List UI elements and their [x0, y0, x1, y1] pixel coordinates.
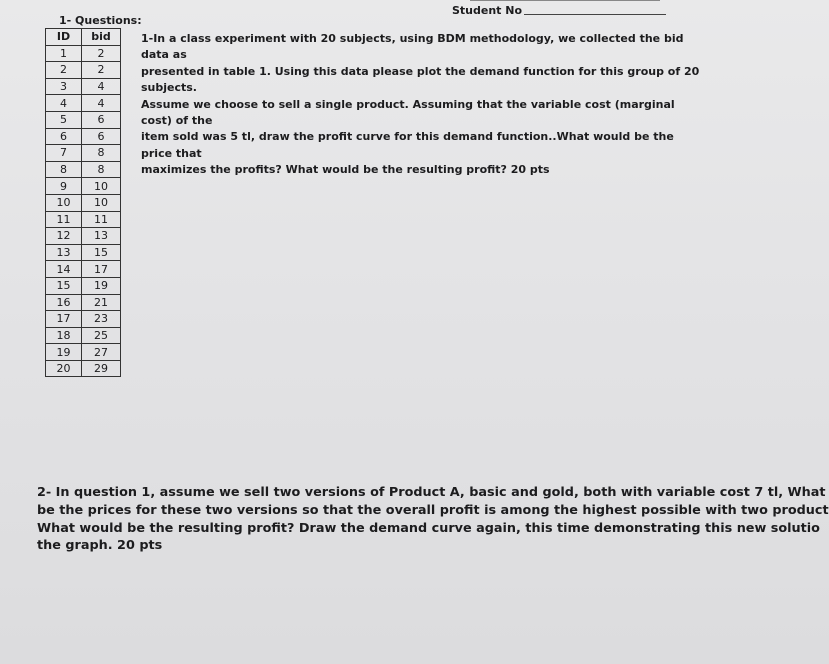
bid-value-cell: 13: [82, 228, 121, 245]
column-header-id: ID: [46, 29, 82, 46]
bid-value-cell: 23: [82, 311, 121, 328]
bid-table-row: [46, 95, 121, 112]
bid-value-cell: 15: [82, 244, 121, 261]
subject-id-cell: 3: [46, 78, 82, 95]
bid-value-cell: 6: [82, 111, 121, 128]
question-2-line: 2- In question 1, assume we sell two versions of Product A, basic and gold, both with variable cost 7 tl, What: [37, 485, 826, 500]
subject-id-cell: 12: [46, 228, 82, 245]
subject-id-cell: 9: [46, 178, 82, 195]
student-number-blank: [524, 14, 666, 15]
bid-value-cell: 4: [82, 78, 121, 95]
bid-table-row: [46, 194, 121, 211]
subject-id-cell: 13: [46, 244, 82, 261]
question-1-line: presented in table 1. Using this data please plot the demand function for this group of 20 subjects.: [141, 64, 700, 95]
subject-id-cell: 10: [46, 194, 82, 211]
question-2-text: [37, 484, 829, 555]
subject-id-cell: 7: [46, 145, 82, 162]
subject-id-cell: 5: [46, 111, 82, 128]
questions-heading: 1- Questions:: [59, 14, 142, 27]
question-2-line: the graph. 20 pts: [37, 538, 163, 554]
subject-id-cell: 2: [46, 62, 82, 79]
bid-table-row: [46, 360, 121, 377]
subject-id-cell: 20: [46, 360, 82, 377]
subject-id-cell: 11: [46, 211, 82, 228]
question-1-line: 1-In a class experiment with 20 subjects, using BDM methodology, we collected the bid data as: [141, 32, 684, 62]
bid-value-cell: 27: [82, 344, 121, 361]
bid-table-body: [46, 45, 121, 377]
subject-id-cell: 15: [46, 277, 82, 294]
bid-value-cell: 8: [82, 145, 121, 162]
bid-value-cell: 10: [82, 178, 121, 195]
bid-table-row: [46, 128, 121, 145]
bid-table-row: [46, 78, 121, 95]
bid-value-cell: 21: [82, 294, 121, 311]
subject-id-cell: 4: [46, 95, 82, 112]
bid-table-row: [46, 344, 121, 361]
question-1-line: item sold was 5 tl, draw the profit curve for this demand function..What would be the price that: [141, 130, 674, 160]
question-2-line: What would be the resulting profit? Draw the demand curve again, this time demonstrating this new solutio: [37, 520, 820, 536]
bid-table-row: [46, 261, 121, 278]
bid-value-cell: 6: [82, 128, 121, 145]
bid-table-row: [46, 45, 121, 62]
subject-id-cell: 6: [46, 128, 82, 145]
bid-table-row: [46, 228, 121, 245]
subject-id-cell: 14: [46, 261, 82, 278]
bid-value-cell: 4: [82, 95, 121, 112]
question-1-line: Assume we choose to sell a single product. Assuming that the variable cost (marginal cost) of the: [141, 97, 675, 128]
bid-value-cell: 11: [82, 211, 121, 228]
bid-value-cell: 8: [82, 161, 121, 178]
subject-id-cell: 8: [46, 161, 82, 178]
student-number-label: Student No: [452, 4, 523, 17]
bid-table-row: [46, 145, 121, 162]
bid-table-row: [46, 161, 121, 178]
bid-table: [45, 28, 121, 377]
bid-value-cell: 10: [82, 194, 121, 211]
subject-id-cell: 18: [46, 327, 82, 344]
column-header-bid: bid: [82, 29, 121, 46]
bid-value-cell: 25: [82, 327, 121, 344]
bid-table-row: [46, 277, 121, 294]
bid-table-row: [46, 294, 121, 311]
subject-id-cell: 16: [46, 294, 82, 311]
bid-table-header-row: [46, 29, 121, 46]
subject-id-cell: 19: [46, 344, 82, 361]
bid-table-row: [46, 244, 121, 261]
header-rule: [470, 0, 660, 1]
bid-table-row: [46, 327, 121, 344]
bid-table-row: [46, 62, 121, 79]
question-1-line: maximizes the profits? What would be the resulting profit? 20 pts: [141, 163, 550, 177]
bid-table-row: [46, 111, 121, 128]
subject-id-cell: 17: [46, 311, 82, 328]
bid-table-row: [46, 311, 121, 328]
bid-table-row: [46, 178, 121, 195]
bid-value-cell: 17: [82, 261, 121, 278]
bid-table-row: [46, 211, 121, 228]
subject-id-cell: 1: [46, 45, 82, 62]
bid-value-cell: 2: [82, 45, 121, 62]
bid-value-cell: 29: [82, 360, 121, 377]
bid-value-cell: 19: [82, 277, 121, 294]
question-1-text: [141, 31, 701, 179]
student-number-field: [452, 4, 666, 17]
question-2-line: be the prices for these two versions so that the overall profit is among the highest possible with two product: [37, 502, 829, 518]
bid-value-cell: 2: [82, 62, 121, 79]
